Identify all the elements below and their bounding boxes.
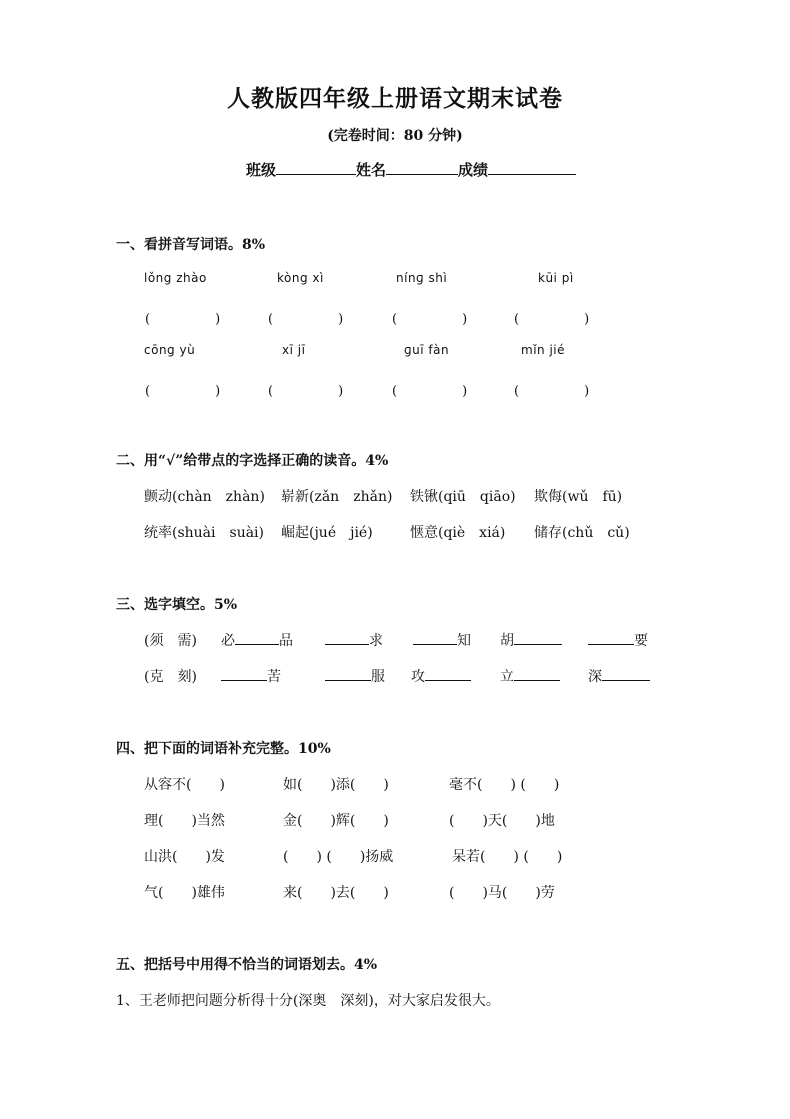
fill-blank-item[interactable] (588, 630, 648, 650)
section-2-heading: 二、用“√”给带点的字选择正确的读音。4% (116, 453, 389, 469)
exam-title: 人教版四年级上册语文期末试卷 (227, 85, 563, 112)
choice-chars: (须 需) (144, 633, 197, 649)
name-label: 姓名 (356, 161, 387, 179)
fill-blank[interactable] (325, 666, 371, 681)
class-label: 班级 (246, 161, 277, 179)
answer-paren[interactable]: ( ) (268, 312, 344, 327)
fill-blank[interactable] (325, 630, 369, 645)
fill-post: 品 (279, 633, 293, 649)
name-blank[interactable] (386, 159, 458, 175)
answer-paren[interactable]: ( ) (145, 312, 221, 327)
reading-choice-item[interactable]: 崛起(jué jié) (281, 525, 373, 541)
section-1-heading: 一、看拼音写词语。8% (116, 237, 266, 253)
reading-choice-item[interactable]: 崭新(zǎn zhǎn) (281, 489, 393, 505)
fill-pre: 必 (221, 633, 235, 649)
idiom-item[interactable]: 理( )当然 (144, 813, 225, 829)
fill-blank[interactable] (235, 630, 279, 645)
fill-blank-item[interactable] (325, 630, 383, 650)
fill-blank-item[interactable] (500, 630, 562, 650)
fill-post: 要 (634, 633, 648, 649)
reading-choice-item[interactable]: 颤动(chàn zhàn) (144, 489, 265, 505)
idiom-item[interactable]: ( ) ( )扬威 (283, 849, 394, 865)
fill-blank-item[interactable] (325, 666, 385, 686)
fill-pre: 立 (500, 669, 514, 685)
fill-blank[interactable] (588, 630, 634, 645)
idiom-item[interactable]: ( )马( )劳 (449, 885, 555, 901)
answer-paren[interactable]: ( ) (145, 384, 221, 399)
pinyin-item: nínɡ shì (396, 271, 448, 285)
exam-duration: (完卷时间：80 分钟) (327, 128, 463, 144)
answer-paren[interactable]: ( ) (514, 312, 590, 327)
fill-blank-item[interactable] (221, 630, 293, 650)
fill-blank-item[interactable] (413, 630, 471, 650)
section-4-heading: 四、把下面的词语补充完整。10% (116, 741, 331, 757)
pinyin-item: ɡuī fàn (404, 343, 450, 357)
fill-blank-item[interactable] (411, 666, 471, 686)
fill-post: 服 (371, 669, 385, 685)
fill-post: 苦 (267, 669, 281, 685)
fill-blank[interactable] (514, 630, 562, 645)
score-blank[interactable] (488, 159, 576, 175)
idiom-item[interactable]: 从容不( ) (144, 777, 225, 793)
answer-paren[interactable]: ( ) (268, 384, 344, 399)
fill-blank-item[interactable] (588, 666, 650, 686)
class-blank[interactable] (276, 159, 356, 175)
reading-choice-item[interactable]: 统率(shuài suài) (144, 525, 264, 541)
question-line[interactable]: 1、王老师把问题分析得十分(深奥 深刻)，对大家启发很大。 (116, 993, 500, 1009)
fill-pre: 胡 (500, 633, 514, 649)
fill-pre: 深 (588, 669, 602, 685)
pinyin-item: cōng yù (144, 343, 196, 357)
section-5-heading: 五、把括号中用得不恰当的词语划去。4% (116, 957, 378, 973)
student-info-line (246, 159, 576, 180)
choice-chars: (克 刻) (144, 669, 197, 685)
pinyin-item: kūi pì (538, 271, 574, 285)
fill-post: 求 (369, 633, 383, 649)
reading-choice-item[interactable]: 储存(chǔ cǔ) (534, 525, 630, 541)
fill-blank[interactable] (425, 666, 471, 681)
idiom-item[interactable]: 来( )去( ) (283, 885, 389, 901)
fill-blank[interactable] (602, 666, 650, 681)
fill-blank-item[interactable] (500, 666, 560, 686)
idiom-item[interactable]: ( )天( )地 (449, 813, 555, 829)
reading-choice-item[interactable]: 惬意(qiè xiá) (410, 525, 506, 541)
section-3-heading: 三、选字填空。5% (116, 597, 238, 613)
pinyin-item: xī jī (282, 343, 306, 357)
pinyin-item: kòng xì (277, 271, 324, 285)
answer-paren[interactable]: ( ) (392, 384, 468, 399)
fill-blank[interactable] (221, 666, 267, 681)
idiom-item[interactable]: 如( )添( ) (283, 777, 389, 793)
idiom-item[interactable]: 气( )雄伟 (144, 885, 225, 901)
reading-choice-item[interactable]: 铁锹(qiū qiāo) (410, 489, 516, 505)
fill-blank[interactable] (413, 630, 457, 645)
reading-choice-item[interactable]: 欺侮(wǔ fū) (534, 489, 623, 505)
fill-blank-item[interactable] (221, 666, 281, 686)
idiom-item[interactable]: 山洪( )发 (144, 849, 225, 865)
pinyin-item: lǒng zhào (144, 271, 207, 285)
idiom-item[interactable]: 呆若( ) ( ) (452, 849, 563, 865)
idiom-item[interactable]: 毫不( ) ( ) (449, 777, 560, 793)
idiom-item[interactable]: 金( )辉( ) (283, 813, 389, 829)
fill-post: 知 (457, 633, 471, 649)
pinyin-item: mǐn jié (521, 343, 565, 357)
answer-paren[interactable]: ( ) (514, 384, 590, 399)
answer-paren[interactable]: ( ) (392, 312, 468, 327)
fill-blank[interactable] (514, 666, 560, 681)
fill-pre: 攻 (411, 669, 425, 685)
score-label: 成绩 (458, 161, 489, 179)
